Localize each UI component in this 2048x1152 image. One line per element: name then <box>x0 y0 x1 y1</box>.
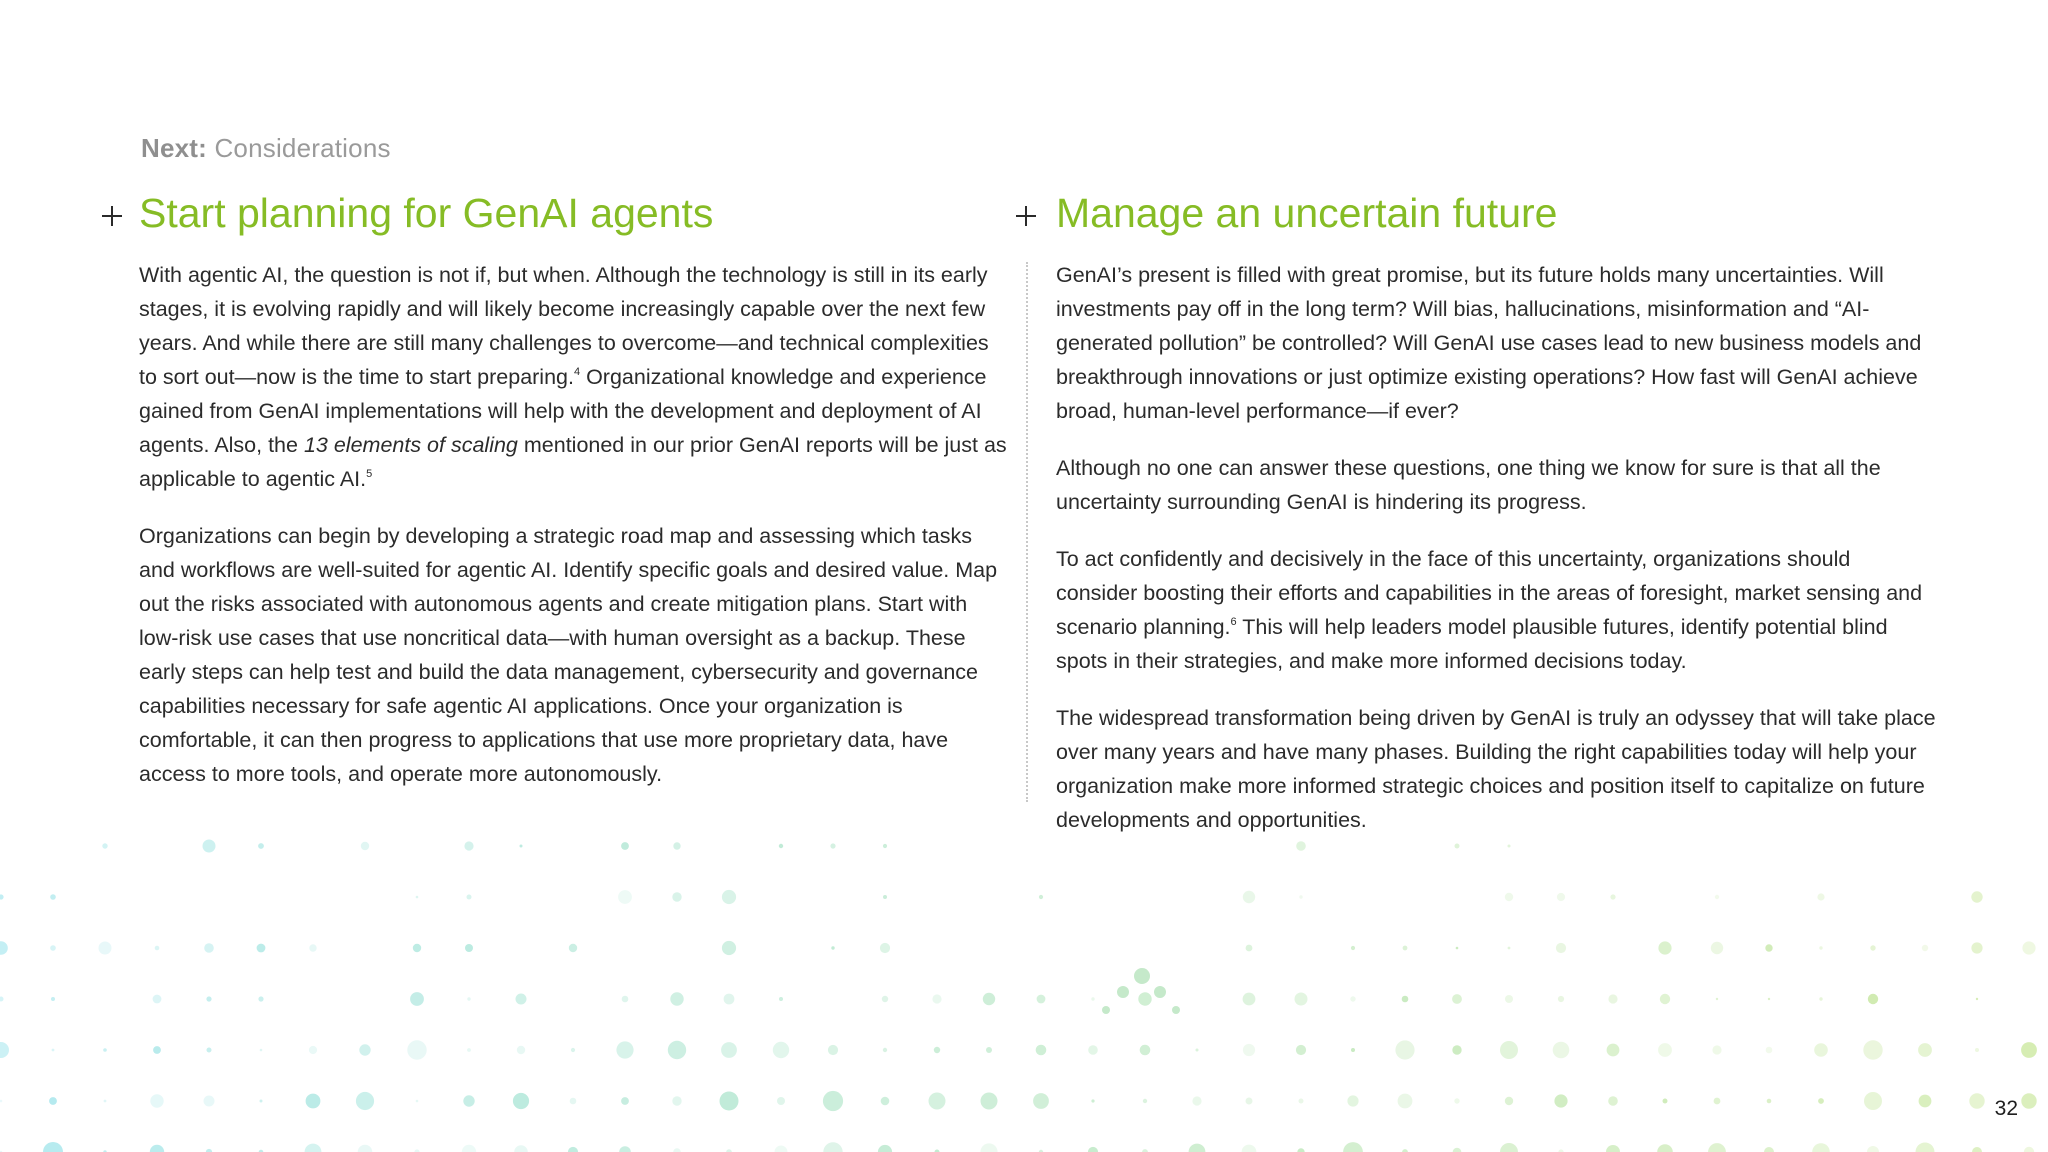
decorative-dot <box>618 890 632 904</box>
decorative-dot <box>1976 998 1978 1000</box>
decorative-dot <box>257 944 266 953</box>
decorative-dot <box>207 1048 212 1053</box>
decorative-dot <box>672 1096 681 1105</box>
decorative-dot <box>0 1100 2 1103</box>
decorative-dot <box>361 842 369 850</box>
decorative-dot <box>410 992 424 1006</box>
decorative-dot <box>673 842 680 849</box>
decorative-dot <box>153 995 162 1004</box>
decorative-dot <box>465 944 473 952</box>
decorative-dot <box>306 1094 321 1109</box>
decorative-dot <box>1351 946 1355 950</box>
decorative-dot <box>50 945 56 951</box>
decorative-dot <box>1660 994 1670 1004</box>
decorative-dot <box>1657 1144 1673 1152</box>
decorative-dot <box>1088 1045 1098 1055</box>
column-divider <box>1026 262 1028 802</box>
decorative-dot <box>616 1041 633 1058</box>
decorative-dot <box>517 1046 525 1054</box>
plus-icon[interactable] <box>1014 204 1038 228</box>
decorative-dot <box>1505 1097 1513 1105</box>
decorative-dot <box>1708 1143 1726 1152</box>
decorative-dot <box>413 944 421 952</box>
right-column <box>1014 190 1936 832</box>
right-heading: Manage an uncertain future <box>1056 190 1558 236</box>
decorative-dot <box>1143 1099 1147 1103</box>
decorative-dot <box>621 1097 629 1105</box>
decorative-dot <box>155 946 160 951</box>
left-heading-row[interactable] <box>100 190 1005 246</box>
right-paragraph-3: To act confidently and decisively in the face of this uncertainty, organizations should consider boosting their efforts and capabilities in the areas of foresight, market sensing and scenario planning.$^6$ This will help leaders model plausible futures, identify potential blind spots in their strategies, and make more informed decisions today. <box>1056 547 1923 673</box>
decorative-dot <box>416 896 419 899</box>
decorative-dot <box>986 1047 992 1053</box>
decorative-dot <box>1812 1143 1830 1152</box>
footnote-ref: 4 <box>573 366 581 378</box>
decorative-dot <box>359 1044 370 1055</box>
decorative-dot <box>153 1046 161 1054</box>
decorative-dot <box>1819 997 1822 1000</box>
decorative-dot <box>668 1041 686 1059</box>
decorative-dot <box>204 943 214 953</box>
decorative-dot <box>1296 1045 1306 1055</box>
decorative-dot <box>104 1100 107 1103</box>
decorative-dot <box>43 1142 63 1152</box>
right-body <box>1056 258 1936 860</box>
decorative-dot <box>1455 844 1460 849</box>
decorative-dot <box>1192 1096 1201 1105</box>
decorative-dot <box>358 1145 373 1152</box>
decorative-dot <box>203 840 216 853</box>
decorative-dot <box>1658 941 1671 954</box>
decorative-dot <box>1134 968 1150 984</box>
decorative-dot <box>1295 993 1308 1006</box>
decorative-dot <box>1505 995 1513 1003</box>
decorative-dot <box>1297 1148 1304 1152</box>
decorative-dot <box>1033 1093 1049 1109</box>
decorative-dot <box>1817 893 1824 900</box>
decorative-dot <box>722 890 736 904</box>
decorative-dot <box>309 1046 317 1054</box>
decorative-dot <box>462 1145 476 1152</box>
decorative-dot <box>1299 895 1302 898</box>
decorative-dot <box>1608 1096 1618 1106</box>
next-label: Next: <box>141 133 208 163</box>
decorative-dot <box>0 1042 9 1058</box>
decorative-dot <box>983 993 995 1005</box>
decorative-dot <box>513 1093 529 1109</box>
decorative-dot <box>773 1042 789 1058</box>
decorative-dot <box>463 1095 474 1106</box>
decorative-dot <box>1037 995 1046 1004</box>
decorative-dot <box>1508 947 1511 950</box>
decorative-dot <box>2024 1147 2034 1152</box>
footnote-ref: 6 <box>1230 616 1237 628</box>
decorative-dot <box>1088 1147 1098 1152</box>
decorative-dot <box>1715 895 1719 899</box>
decorative-dot-pattern <box>0 800 2048 1152</box>
decorative-dot <box>1395 1040 1414 1059</box>
decorative-dot <box>1606 1145 1620 1152</box>
decorative-dot <box>49 1097 57 1105</box>
decorative-dot <box>823 1091 843 1111</box>
decorative-dot <box>775 1146 788 1152</box>
decorative-dot <box>1554 1094 1567 1107</box>
decorative-dot <box>0 941 8 955</box>
decorative-dot <box>724 994 735 1005</box>
decorative-dot <box>570 1098 577 1105</box>
decorative-dot <box>823 1142 842 1152</box>
decorative-dot <box>1343 1142 1363 1152</box>
decorative-dot <box>309 944 316 951</box>
decorative-dot <box>779 997 783 1001</box>
decorative-dot <box>934 1047 940 1053</box>
decorative-dot <box>1154 986 1166 998</box>
decorative-dot <box>831 946 834 949</box>
decorative-dot <box>1767 1099 1772 1104</box>
decorative-dot <box>103 1048 107 1052</box>
decorative-dot <box>878 1145 892 1152</box>
left-column <box>100 190 1007 786</box>
decorative-dot <box>1607 1044 1620 1057</box>
decorative-dot <box>1867 1146 1879 1152</box>
decorative-dot <box>1454 1098 1459 1103</box>
decorative-dot <box>1351 1048 1355 1052</box>
decorative-dot <box>619 1146 631 1152</box>
decorative-dot <box>1243 1044 1255 1056</box>
decorative-dot <box>1765 944 1772 951</box>
decorative-dot <box>1452 994 1462 1004</box>
left-paragraph-1: With agentic AI, the question is not if, but when. Although the technology is still in its early stages, it is evolving rapidly and will likely become increasingly capable over the next few years. And while there are still many challenges to overcome—and technical complexities to sort out—now is the time to start preparing.$^4$ Organizational knowledge and experience gained from GenAI implementations will help with the development and deployment of AI agents. Also, the 13 elements of scaling mentioned in our prior GenAI reports will be just as applicable to agentic AI.$^5$ <box>139 263 1007 491</box>
decorative-dot <box>1508 845 1511 848</box>
decorative-dot <box>1814 1043 1828 1057</box>
decorative-dot <box>1102 1006 1110 1014</box>
decorative-dot <box>1868 994 1878 1004</box>
decorative-dot <box>1971 891 1982 902</box>
decorative-dot <box>356 1092 374 1110</box>
decorative-dot <box>1610 894 1615 899</box>
decorative-dot <box>1243 891 1255 903</box>
decorative-dot <box>258 996 263 1001</box>
decorative-dot <box>1658 1043 1672 1057</box>
plus-icon[interactable] <box>100 204 124 228</box>
decorative-dot <box>1296 841 1306 851</box>
decorative-dot <box>204 1096 215 1107</box>
decorative-dot <box>1091 997 1094 1000</box>
decorative-dot <box>1403 946 1408 951</box>
decorative-dot <box>2021 1042 2037 1058</box>
decorative-dot <box>1196 1049 1199 1052</box>
decorative-dot <box>1922 945 1928 951</box>
decorative-dot <box>1117 986 1129 998</box>
decorative-dot <box>1091 1099 1094 1102</box>
decorative-dot <box>467 895 472 900</box>
decorative-dot <box>721 1042 737 1058</box>
decorative-dot <box>1553 1042 1570 1059</box>
decorative-dot <box>929 1093 946 1110</box>
decorative-dot <box>883 844 887 848</box>
decorative-dot <box>1768 998 1770 1000</box>
decorative-dot <box>883 895 887 899</box>
decorative-dot <box>1036 1045 1047 1056</box>
decorative-dot <box>779 844 783 848</box>
decorative-dot <box>1864 1092 1882 1110</box>
decorative-dot <box>1972 1147 1982 1152</box>
decorative-dot <box>150 1145 164 1152</box>
decorative-dot <box>0 997 4 1002</box>
decorative-dot <box>1242 1145 1257 1152</box>
decorative-dot <box>1500 1143 1518 1152</box>
decorative-dot <box>99 942 112 955</box>
elements-of-scaling-ref: 13 elements of scaling <box>303 433 518 457</box>
decorative-dot <box>0 894 4 899</box>
decorative-dot <box>516 994 527 1005</box>
decorative-dot <box>673 1148 681 1152</box>
decorative-dot <box>467 1048 471 1052</box>
decorative-dot <box>1347 1095 1358 1106</box>
decorative-dot <box>1246 1098 1253 1105</box>
left-body <box>139 258 1009 814</box>
decorative-dot <box>51 997 55 1001</box>
decorative-dot <box>102 843 107 848</box>
next-section-link[interactable] <box>141 133 391 164</box>
decorative-dot <box>467 997 470 1000</box>
decorative-dot <box>1556 943 1566 953</box>
right-paragraph-4: The widespread transformation being driven by GenAI is truly an odyssey that will take place over many years and have many phases. Building the right capabilities today will help your organization make more informed strategic choices and position itself to capitalize on future developments and opportunities. <box>1056 706 1936 832</box>
decorative-dot <box>720 1092 739 1111</box>
decorative-dot <box>1140 1045 1151 1056</box>
decorative-dot <box>881 1097 890 1106</box>
decorative-dot <box>407 1040 426 1059</box>
decorative-dot <box>1863 1040 1882 1059</box>
decorative-dot <box>670 992 683 1005</box>
decorative-dot <box>1712 1045 1721 1054</box>
decorative-dot <box>1452 1045 1461 1054</box>
decorative-dot <box>1764 1147 1774 1152</box>
decorative-dot <box>672 892 681 901</box>
decorative-dot <box>880 943 890 953</box>
decorative-dot <box>1971 942 1982 953</box>
decorative-dot <box>1969 1093 1984 1108</box>
decorative-dot <box>1402 996 1409 1003</box>
decorative-dot <box>883 1048 887 1052</box>
decorative-dot <box>722 941 736 955</box>
decorative-dot <box>206 996 211 1001</box>
decorative-dot <box>1919 1095 1932 1108</box>
decorative-dot <box>1500 1041 1518 1059</box>
right-paragraph-2: Although no one can answer these questions, one thing we know for sure is that all the uncertainty surrounding GenAI is hindering its progress. <box>1056 456 1881 514</box>
decorative-dot <box>828 1045 838 1055</box>
decorative-dot <box>1453 1148 1462 1152</box>
decorative-dot <box>1818 1098 1824 1104</box>
decorative-dot <box>1350 996 1355 1001</box>
decorative-dot <box>1398 1094 1413 1109</box>
decorative-dot <box>932 994 941 1003</box>
decorative-dot <box>1870 945 1875 950</box>
decorative-dot <box>150 1094 163 1107</box>
decorative-dot <box>1172 1006 1180 1014</box>
decorative-dot <box>571 1048 575 1052</box>
decorative-dot <box>520 845 523 848</box>
decorative-dot <box>568 1147 578 1152</box>
decorative-dot <box>1608 994 1617 1003</box>
decorative-dot <box>1557 893 1565 901</box>
decorative-dot <box>622 996 629 1003</box>
footnote-ref: 5 <box>366 468 373 480</box>
page-number: 32 <box>1994 1097 2018 1120</box>
decorative-dot <box>569 944 577 952</box>
decorative-dot <box>2021 1093 2036 1108</box>
decorative-dot <box>1918 1043 1932 1057</box>
left-heading: Start planning for GenAI agents <box>139 190 714 236</box>
decorative-dot <box>2022 941 2035 954</box>
decorative-dot <box>1716 998 1718 1000</box>
decorative-dot <box>1138 992 1151 1005</box>
decorative-dot <box>1456 947 1459 950</box>
decorative-dot <box>981 1093 998 1110</box>
right-paragraph-1: GenAI’s present is filled with great promise, but its future holds many uncertainties. Will investments pay off in the long term? Will bias, hallucinations, misinformation and “AI-generated pollution” be controlled? Will GenAI use cases lead to new business models and breakthrough innovations or just optimize existing operations? How fast will GenAI achieve broad, human-level performance—if ever? <box>1056 263 1922 423</box>
decorative-dot <box>1299 1099 1304 1104</box>
decorative-dot <box>1975 1048 1979 1052</box>
left-paragraph-2: Organizations can begin by developing a strategic road map and assessing which tasks and workflows are well-suited for agentic AI. Identify specific goals and desired value. Map out the risks associated with autonomous agents and create mitigation plans. Start with low-risk use cases that use noncritical data—with human oversight as a backup. These early steps can help test and build the data management, cybersecurity and governance capabilities necessary for safe agentic AI applications. Once your organization is comfortable, it can then progress to applications that use more proprietary data, have access to more tools, and operate more autonomously. <box>139 524 998 786</box>
decorative-dot <box>1819 946 1822 949</box>
decorative-dot <box>1916 1143 1935 1152</box>
decorative-dot <box>305 1144 322 1152</box>
next-target[interactable]: Considerations <box>214 133 391 163</box>
decorative-dot <box>258 843 264 849</box>
decorative-dot <box>260 1100 263 1103</box>
decorative-dot <box>514 1145 528 1152</box>
decorative-dot <box>52 1049 55 1052</box>
decorative-dot <box>416 1100 419 1103</box>
decorative-dot <box>980 1143 997 1152</box>
decorative-dot <box>464 841 473 850</box>
decorative-dot <box>1766 1047 1773 1054</box>
decorative-dot <box>1714 1098 1721 1105</box>
decorative-dot <box>777 1097 785 1105</box>
decorative-dot <box>1558 996 1564 1002</box>
decorative-dot <box>1505 893 1513 901</box>
decorative-dot <box>882 996 888 1002</box>
decorative-dot <box>1039 895 1043 899</box>
decorative-dot <box>621 842 629 850</box>
decorative-dot <box>1189 1144 1206 1152</box>
decorative-dot <box>1243 993 1256 1006</box>
decorative-dot <box>1663 1099 1668 1104</box>
decorative-dot <box>1711 942 1723 954</box>
decorative-dot <box>830 843 835 848</box>
decorative-dot <box>1246 945 1253 952</box>
right-heading-row[interactable] <box>1014 190 1934 246</box>
decorative-dot <box>50 894 56 900</box>
decorative-dot <box>260 1049 263 1052</box>
